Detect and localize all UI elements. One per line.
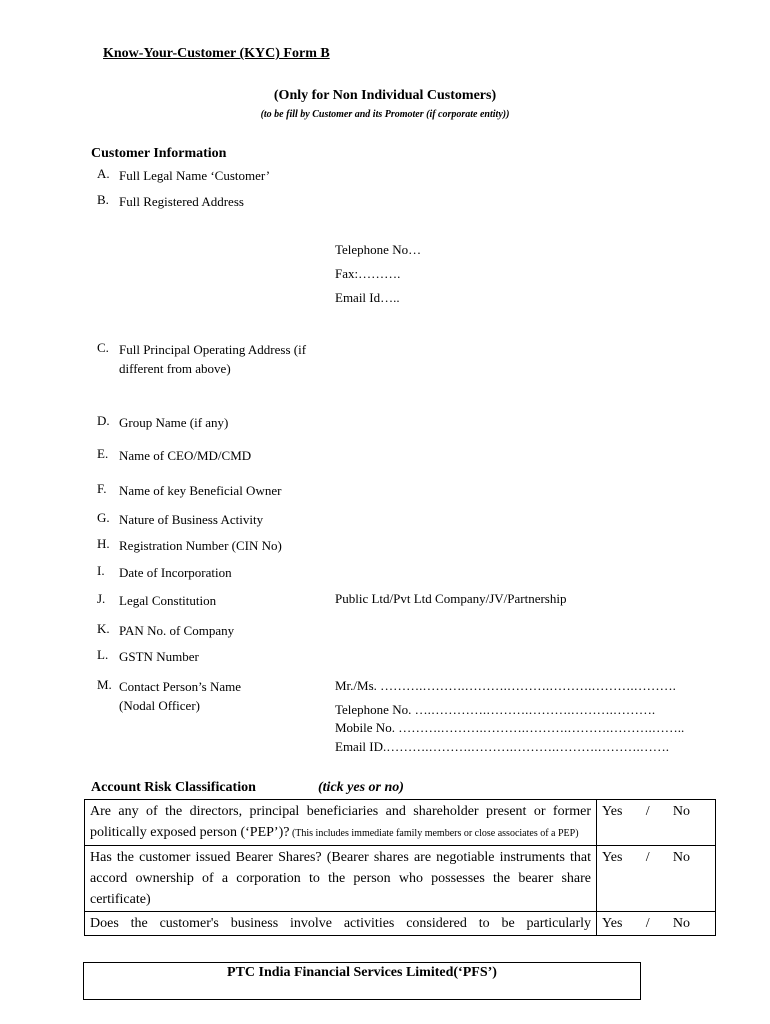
risk-row-business-activity — [85, 912, 716, 936]
item-label: Contact Person’s Name — [119, 679, 242, 694]
item-letter: B. — [97, 192, 109, 207]
risk-row-pep — [85, 800, 716, 846]
item-letter: J. — [97, 591, 106, 606]
item-label: GSTN Number — [119, 649, 199, 664]
separator: / — [645, 804, 650, 819]
item-letter: F. — [97, 481, 107, 496]
risk-question — [85, 912, 597, 936]
item-label-cont: different from above) — [119, 361, 231, 376]
yes-option[interactable]: Yes — [602, 850, 623, 865]
item-letter: G. — [97, 510, 110, 525]
risk-heading: Account Risk Classification — [91, 780, 256, 795]
item-label: Full Legal Name ‘Customer’ — [119, 168, 271, 183]
separator: / — [645, 916, 650, 931]
contact-telephone-field[interactable]: Telephone No. ….………….……….……….……….………. — [335, 702, 656, 717]
legal-constitution-options[interactable]: Public Ltd/Pvt Ltd Company/JV/Partnership — [335, 591, 567, 606]
yes-no-choice[interactable] — [597, 912, 716, 936]
risk-question — [85, 846, 597, 912]
company-name: PTC India Financial Services Limited(‘PFS’) — [227, 965, 497, 980]
tick-note: (tick yes or no) — [318, 780, 404, 795]
item-letter: K. — [97, 621, 110, 636]
item-label-cont: (Nodal Officer) — [119, 698, 200, 713]
item-label: PAN No. of Company — [119, 623, 235, 638]
contact-mobile-field[interactable]: Mobile No. ……….……….……….……….……….……….…….. — [335, 720, 685, 735]
item-label: Legal Constitution — [119, 593, 217, 608]
item-letter: I. — [97, 563, 105, 578]
customer-info-heading: Customer Information — [91, 146, 227, 161]
question-text: Does the customer's business involve activities considered to be particularly — [90, 916, 592, 931]
no-option[interactable]: No — [672, 916, 691, 931]
item-letter: E. — [97, 446, 109, 461]
email-field[interactable]: Email Id….. — [335, 290, 400, 305]
item-label: Group Name (if any) — [119, 415, 229, 430]
contact-email-field[interactable]: Email ID.……….……….……….……….……….……….……. — [335, 739, 670, 754]
item-label: Name of key Beneficial Owner — [119, 483, 282, 498]
item-label: Date of Incorporation — [119, 565, 232, 580]
form-note: (to be fill by Customer and its Promoter (if corporate entity)) — [260, 109, 510, 120]
yes-no-choice[interactable] — [597, 846, 716, 912]
item-label: Nature of Business Activity — [119, 512, 264, 527]
no-option[interactable]: No — [672, 804, 691, 819]
form-title: Know-Your-Customer (KYC) Form B — [103, 46, 330, 61]
risk-row-bearer-shares — [85, 846, 716, 912]
item-letter: A. — [97, 166, 110, 181]
yes-option[interactable]: Yes — [602, 804, 623, 819]
yes-no-choice[interactable] — [597, 800, 716, 846]
item-letter: C. — [97, 340, 109, 355]
footer-box — [83, 962, 641, 1000]
yes-option[interactable]: Yes — [602, 916, 623, 931]
item-letter: M. — [97, 677, 112, 692]
question-text: Are any of the directors, principal beneficiaries and shareholder present or former politically exposed person (‘PEP’)? — [90, 804, 592, 840]
question-text: Has the customer issued Bearer Shares? (Bearer shares are negotiable instruments that accord ownership of a corporation to the person who possesses the bearer share certificate) — [90, 850, 592, 907]
item-label: Name of CEO/MD/CMD — [119, 448, 252, 463]
telephone-field[interactable]: Telephone No… — [335, 242, 422, 257]
form-subtitle: (Only for Non Individual Customers) — [273, 88, 497, 103]
item-letter: H. — [97, 536, 110, 551]
item-letter: D. — [97, 413, 110, 428]
item-label: Full Principal Operating Address (if — [119, 342, 307, 357]
separator: / — [645, 850, 650, 865]
no-option[interactable]: No — [672, 850, 691, 865]
risk-table — [84, 799, 716, 936]
item-label: Full Registered Address — [119, 194, 244, 209]
item-label: Registration Number (CIN No) — [119, 538, 282, 553]
fax-field[interactable]: Fax:………. — [335, 266, 401, 281]
contact-name-field[interactable]: Mr./Ms. ……….……….……….……….……….……….………. — [335, 678, 676, 693]
item-letter: L. — [97, 647, 109, 662]
question-small-text: (This includes immediate family members or close associates of a PEP) — [289, 828, 579, 839]
risk-question — [85, 800, 597, 846]
